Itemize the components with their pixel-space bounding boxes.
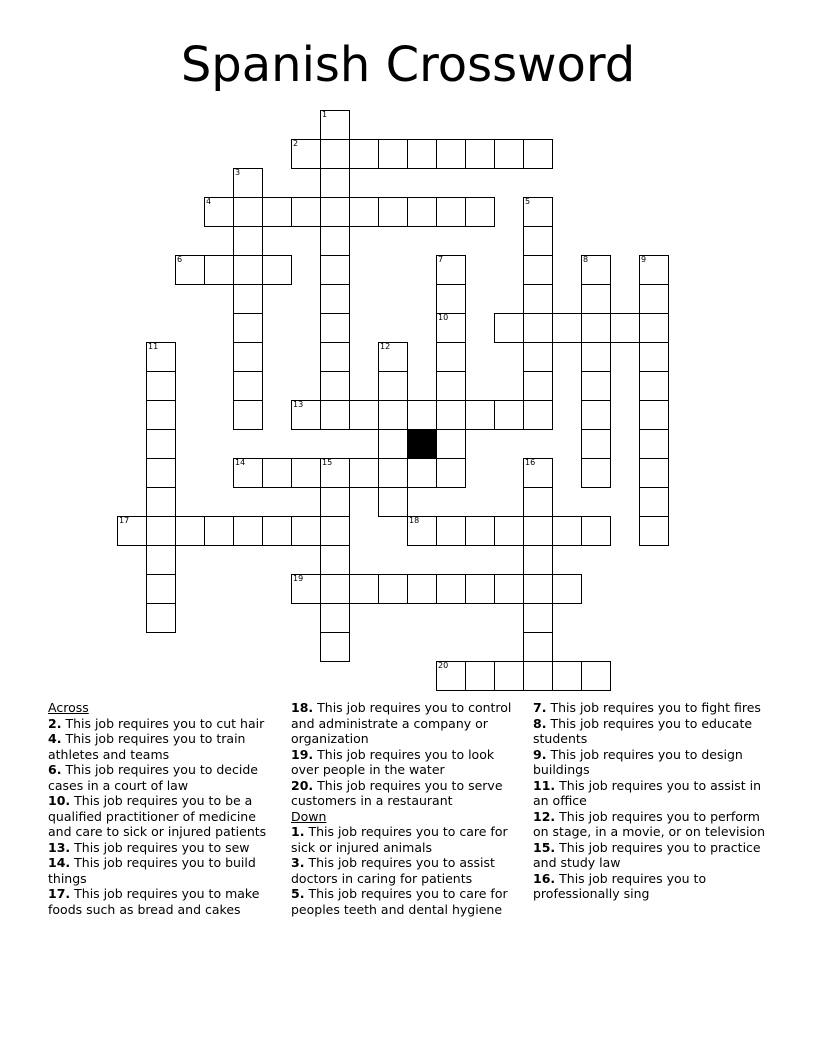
grid-cell[interactable] (349, 139, 379, 169)
grid-cell[interactable] (494, 313, 524, 343)
clue-text: This job requires you to assist in an office (533, 777, 762, 808)
across-clue (48, 731, 280, 762)
down-clue (533, 700, 765, 716)
clue-text: This job requires you to cut hair (65, 715, 265, 731)
grid-cell[interactable] (581, 458, 611, 488)
grid-cell[interactable] (320, 400, 350, 430)
clue-text: This job requires you to assist doctors in caring for patients (291, 855, 495, 886)
grid-cell[interactable] (146, 574, 176, 604)
grid-cell[interactable] (523, 545, 553, 575)
down-clue (533, 778, 765, 809)
grid-cell[interactable] (436, 516, 466, 546)
down-clue (533, 840, 765, 871)
grid-cell[interactable] (465, 516, 495, 546)
clue-text: This job requires you to design buildings (533, 746, 743, 777)
grid-cell[interactable] (523, 400, 553, 430)
clue-number: 12. (533, 808, 556, 824)
grid-cell[interactable] (581, 429, 611, 459)
clue-number: 2. (48, 715, 62, 731)
clue-number: 10. (48, 793, 71, 808)
grid-cell[interactable] (146, 487, 176, 517)
cell-number: 18 (409, 516, 420, 525)
grid-cell[interactable] (407, 139, 437, 169)
grid-cell[interactable] (407, 574, 437, 604)
cell-number: 20 (438, 661, 449, 670)
clue-number: 4. (48, 731, 62, 746)
grid-cell[interactable] (639, 313, 669, 343)
grid-cell[interactable] (523, 661, 553, 691)
clue-number: 6. (48, 762, 62, 777)
grid-cell[interactable] (320, 313, 350, 343)
grid-cell[interactable] (320, 632, 350, 662)
grid-cell[interactable] (233, 313, 263, 343)
grid-cell[interactable] (639, 284, 669, 314)
grid-cell[interactable] (581, 342, 611, 372)
grid-cell[interactable] (523, 342, 553, 372)
across-clue (48, 762, 280, 793)
down-clue (291, 824, 523, 855)
grid-cell[interactable] (523, 139, 553, 169)
grid-cell[interactable] (523, 284, 553, 314)
cell-number: 15 (322, 458, 333, 467)
grid-cell[interactable] (146, 400, 176, 430)
grid-cell[interactable] (146, 516, 176, 546)
cell-number: 11 (148, 342, 159, 351)
across-clue (48, 886, 280, 917)
grid-cell[interactable] (552, 313, 582, 343)
grid-cell[interactable] (378, 371, 408, 401)
grid-cell[interactable] (204, 255, 234, 285)
grid-cell[interactable] (407, 458, 437, 488)
down-clue (533, 809, 765, 840)
grid-cell[interactable] (610, 313, 640, 343)
grid-cell[interactable] (639, 429, 669, 459)
clue-number: 8. (533, 715, 547, 731)
grid-cell[interactable] (436, 574, 466, 604)
grid-cell[interactable] (262, 255, 292, 285)
grid-cell[interactable] (581, 313, 611, 343)
clue-text: This job requires you to fight fires (550, 700, 761, 715)
cell-number: 8 (583, 255, 589, 264)
across-clue (48, 840, 280, 856)
clue-text: This job requires you to practice and study law (533, 839, 761, 870)
grid-cell[interactable] (523, 371, 553, 401)
grid-cell[interactable] (320, 197, 350, 227)
cell-number: 16 (525, 458, 536, 467)
across-clue (48, 716, 280, 732)
across-clue (291, 778, 523, 809)
clue-text: This job requires you to perform on stage, in a movie, or on television (533, 808, 766, 839)
grid-cell[interactable] (378, 139, 408, 169)
grid-cell[interactable] (581, 371, 611, 401)
cell-number: 6 (177, 255, 183, 264)
grid-cell[interactable] (523, 516, 553, 546)
grid-cell[interactable] (639, 458, 669, 488)
clue-text: This job requires you to educate students (533, 715, 753, 746)
grid-cell[interactable] (320, 226, 350, 256)
grid-cell[interactable] (552, 516, 582, 546)
grid-cell[interactable] (320, 342, 350, 372)
across-clue (48, 855, 280, 886)
grid-cell[interactable] (436, 197, 466, 227)
clue-text: This job requires you to make foods such as bread and cakes (48, 886, 260, 917)
down-clue (291, 886, 523, 917)
clue-number: 9. (533, 746, 547, 762)
grid-cell[interactable] (436, 458, 466, 488)
grid-cell[interactable] (233, 197, 263, 227)
clue-number: 3. (291, 855, 305, 870)
grid-cell[interactable] (581, 284, 611, 314)
grid-cell[interactable] (320, 255, 350, 285)
cell-number: 10 (438, 313, 449, 322)
grid-cell[interactable] (146, 603, 176, 633)
grid-cell[interactable] (233, 226, 263, 256)
grid-cell[interactable] (204, 516, 234, 546)
down-heading: Down (291, 808, 327, 824)
down-clue (533, 716, 765, 747)
grid-cell[interactable] (320, 487, 350, 517)
grid-cell[interactable] (465, 661, 495, 691)
cell-number: 3 (235, 168, 241, 177)
cell-number: 5 (525, 197, 531, 206)
clue-text: This job requires you to care for peoples teeth and dental hygiene (291, 886, 508, 917)
clue-text: This job requires you to build things (48, 855, 256, 886)
grid-cell[interactable] (320, 603, 350, 633)
grid-cell[interactable] (146, 371, 176, 401)
grid-cell[interactable] (349, 400, 379, 430)
across-clue (291, 700, 523, 747)
grid-cell[interactable] (552, 661, 582, 691)
grid-cell[interactable] (349, 458, 379, 488)
clue-number: 15. (533, 839, 556, 855)
across-clue (291, 747, 523, 778)
grid-cell[interactable] (407, 400, 437, 430)
grid-cell[interactable] (639, 400, 669, 430)
grid-cell[interactable] (233, 342, 263, 372)
grid-cell[interactable] (378, 197, 408, 227)
grid-cell[interactable] (320, 168, 350, 198)
grid-cell[interactable] (494, 516, 524, 546)
grid-cell[interactable] (436, 400, 466, 430)
grid-cell[interactable] (291, 516, 321, 546)
grid-cell[interactable] (291, 458, 321, 488)
clue-number: 18. (291, 700, 314, 715)
grid-cell[interactable] (581, 516, 611, 546)
grid-cell[interactable] (639, 487, 669, 517)
clue-number: 11. (533, 777, 556, 793)
grid-cell[interactable] (639, 342, 669, 372)
page-title: Spanish Crossword (180, 37, 636, 93)
grid-cell[interactable] (320, 574, 350, 604)
clue-column-2 (291, 700, 523, 917)
cell-number: 17 (119, 516, 130, 525)
grid-cell[interactable] (320, 139, 350, 169)
clue-column-1 (48, 700, 280, 917)
blocked-cell (407, 429, 437, 459)
grid-cell[interactable] (262, 458, 292, 488)
grid-cell[interactable] (378, 458, 408, 488)
clue-number: 5. (291, 886, 305, 901)
grid-cell[interactable] (349, 574, 379, 604)
grid-cell[interactable] (233, 284, 263, 314)
clue-column-3 (533, 700, 765, 902)
grid-cell[interactable] (581, 661, 611, 691)
grid-cell[interactable] (523, 574, 553, 604)
grid-cell[interactable] (233, 371, 263, 401)
grid-cell[interactable] (494, 574, 524, 604)
clue-text: This job requires you to professionally sing (533, 870, 707, 901)
grid-cell[interactable] (523, 487, 553, 517)
grid-cell[interactable] (523, 255, 553, 285)
grid-cell[interactable] (523, 226, 553, 256)
clue-text: This job requires you to sew (74, 839, 250, 855)
grid-cell[interactable] (320, 284, 350, 314)
grid-cell[interactable] (146, 429, 176, 459)
cell-number: 7 (438, 255, 444, 264)
grid-cell[interactable] (262, 197, 292, 227)
grid-cell[interactable] (407, 197, 437, 227)
cell-number: 19 (293, 574, 304, 583)
clue-number: 17. (48, 886, 71, 901)
across-heading: Across (48, 700, 89, 715)
grid-cell[interactable] (494, 400, 524, 430)
grid-cell[interactable] (349, 197, 379, 227)
grid-cell[interactable] (436, 429, 466, 459)
grid-cell[interactable] (233, 400, 263, 430)
clue-number: 20. (291, 777, 314, 793)
grid-cell[interactable] (378, 400, 408, 430)
cell-number: 4 (206, 197, 212, 206)
clue-text: This job requires you to train athletes and teams (48, 731, 246, 762)
grid-cell[interactable] (291, 197, 321, 227)
cell-number: 13 (293, 400, 304, 409)
clue-number: 14. (48, 855, 71, 870)
clue-number: 19. (291, 746, 314, 762)
grid-cell[interactable] (320, 545, 350, 575)
grid-cell[interactable] (233, 255, 263, 285)
clue-number: 1. (291, 824, 305, 839)
cell-number: 1 (322, 110, 328, 119)
grid-cell[interactable] (436, 342, 466, 372)
grid-cell[interactable] (494, 661, 524, 691)
grid-cell[interactable] (494, 139, 524, 169)
grid-cell[interactable] (378, 429, 408, 459)
clue-text: This job requires you to control and administrate a company or organization (291, 700, 512, 746)
grid-cell[interactable] (320, 371, 350, 401)
cell-number: 12 (380, 342, 391, 351)
grid-cell[interactable] (146, 458, 176, 488)
grid-cell[interactable] (581, 400, 611, 430)
cell-number: 14 (235, 458, 246, 467)
clue-text: This job requires you to be a qualified practitioner of medicine and care to sick or injured patients (48, 793, 267, 839)
grid-cell[interactable] (262, 516, 292, 546)
grid-cell[interactable] (436, 284, 466, 314)
grid-cell[interactable] (146, 545, 176, 575)
grid-cell[interactable] (436, 371, 466, 401)
grid-cell[interactable] (378, 487, 408, 517)
clue-text: This job requires you to care for sick or injured animals (291, 824, 508, 855)
grid-cell[interactable] (465, 400, 495, 430)
clue-text: This job requires you to look over people in the water (291, 746, 495, 777)
clue-number: 13. (48, 839, 71, 855)
grid-cell[interactable] (523, 603, 553, 633)
grid-cell[interactable] (639, 371, 669, 401)
clue-text: This job requires you to decide cases in a court of law (48, 762, 258, 793)
clue-number: 7. (533, 700, 547, 715)
grid-cell[interactable] (320, 516, 350, 546)
grid-cell[interactable] (465, 139, 495, 169)
grid-cell[interactable] (378, 574, 408, 604)
grid-cell[interactable] (175, 516, 205, 546)
cell-number: 9 (641, 255, 647, 264)
grid-cell[interactable] (523, 632, 553, 662)
grid-cell[interactable] (436, 139, 466, 169)
grid-cell[interactable] (552, 574, 582, 604)
cell-number: 2 (293, 139, 299, 148)
grid-cell[interactable] (523, 313, 553, 343)
grid-cell[interactable] (639, 516, 669, 546)
down-clue (533, 747, 765, 778)
grid-cell[interactable] (233, 516, 263, 546)
clue-text: This job requires you to serve customers in a restaurant (291, 777, 503, 808)
grid-cell[interactable] (465, 197, 495, 227)
clue-number: 16. (533, 870, 556, 886)
down-clue (291, 855, 523, 886)
grid-cell[interactable] (465, 574, 495, 604)
across-clue (48, 793, 280, 840)
down-clue (533, 871, 765, 902)
